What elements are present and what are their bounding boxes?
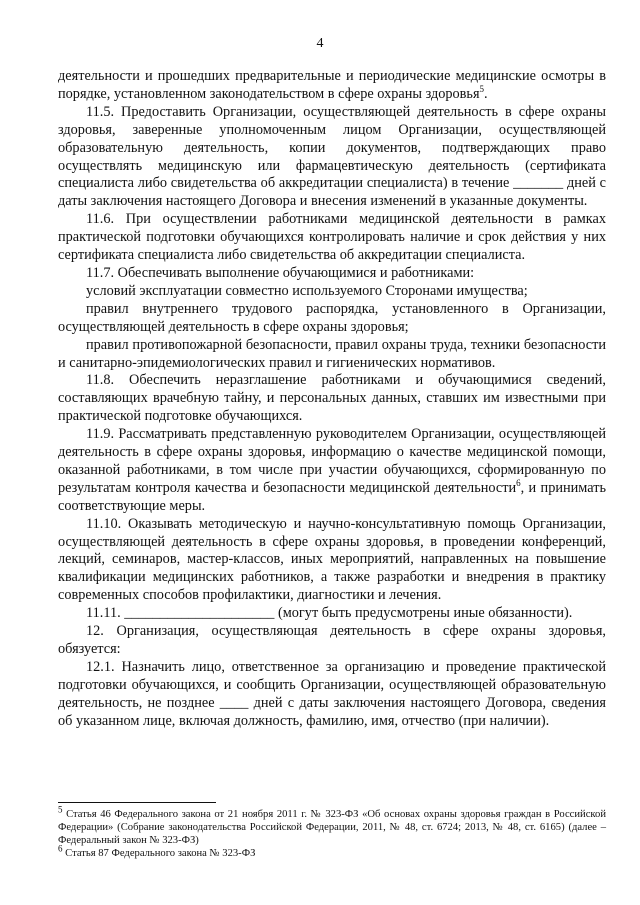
footnote-text: Статья 46 Федерального закона от 21 ноября 2011 г. № 323-ФЗ «Об основах охраны здоровья граждан в Российской Федерации» (Собрание законодательства Российской Федерации, 2011, № 48, ст. 6724; 2013, № 48, ст. 6165) (далее – Федеральный закон № 323-ФЗ) xyxy=(58,809,606,846)
paragraph-11-9 xyxy=(58,426,606,516)
paragraph-11-8: 11.8. Обеспечить неразглашение работниками и обучающимися сведений, составляющих врачебную тайну, и персональных данных, ставших им известными при практической подготовке обучающихся. xyxy=(58,372,606,425)
paragraph-tail: дней с даты заключения настоящего Договора и внесения изменений в указанные документы. xyxy=(58,175,606,210)
document-body xyxy=(58,68,606,731)
list-item-safety-rules: правил противопожарной безопасности, правил охраны труда, техники безопасности и санитарно-эпидемиологических правил и гигиенических нормативов. xyxy=(58,336,606,371)
page-number: 4 xyxy=(316,36,324,51)
paragraph-text: 11.9. Рассматривать представленную руководителем Организации, осуществляющей деятельность в сфере охраны здоровья, информацию о качестве медицинской помощи, оказанной работниками, в том числе при участии обучающихся, сформированную по результатам контроля качества и безопасности медицинской деятельности xyxy=(58,426,606,496)
footnote-text: Статья 87 Федерального закона № 323-ФЗ xyxy=(65,848,256,859)
footnote-5 xyxy=(58,804,606,847)
paragraph-text: деятельности и прошедших предварительные и периодические медицинские осмотры в порядке, установленном законодательством в сфере охраны здоровья xyxy=(58,68,606,102)
paragraph-text: 12.1. Назначить лицо, ответственное за организацию и проведение практической подготовки обучающихся, и сообщить Организации, осуществляющей образовательную деятельность, не позднее xyxy=(58,658,606,711)
paragraph-text: 11.5. Предоставить Организации, осуществляющей деятельность в сфере охраны здоровья, заверенные уполномоченным лицом Организации, осуществляющей образовательную деятельность, копии документов, подтверждающих право осуществлять медицинскую или фармацевтическую деятельность (сертификата специалиста либо свидетельства об аккредитации специалиста) в течение xyxy=(58,103,606,192)
footnote-marker: 6 xyxy=(58,843,63,854)
paragraph-tail: дней с даты заключения настоящего Договора, сведения об указанном лице, включая должность, фамилию, имя, отчество (при наличии). xyxy=(58,694,606,729)
paragraph-tail: , и принимать соответствующие меры. xyxy=(58,479,606,514)
paragraph-11-6: 11.6. При осуществлении работниками медицинской деятельности в рамках практической подготовки обучающихся контролировать наличие и срок действия у них сертификата специалиста либо свидетельства об аккредитации специалиста. xyxy=(58,211,606,264)
paragraph-12: 12. Организация, осуществляющая деятельность в сфере охраны здоровья, обязуется: xyxy=(58,623,606,657)
footnote-6 xyxy=(58,843,606,860)
list-item-internal-rules: правил внутреннего трудового распорядка, установленного в Организации, осуществляющей деятельность в сфере охраны здоровья; xyxy=(58,300,606,335)
paragraph-continuation xyxy=(58,68,606,104)
paragraph-11-5 xyxy=(58,104,606,211)
list-item-conditions: условий эксплуатации совместно используемого Сторонами имущества; xyxy=(86,282,528,299)
blank-days-field: ____ xyxy=(219,694,249,711)
footnote-marker: 5 xyxy=(58,804,63,815)
paragraph-tail: . xyxy=(484,85,488,102)
footnotes xyxy=(58,804,606,860)
footnote-divider xyxy=(58,802,216,803)
footnote-ref-6: 6 xyxy=(516,478,521,489)
blank-days-field: _______ xyxy=(513,175,564,192)
paragraph-11-11 xyxy=(58,605,606,623)
paragraph-12-1 xyxy=(58,659,606,731)
paragraph-text: 11.11. xyxy=(86,605,121,622)
paragraph-11-10: 11.10. Оказывать методическую и научно-консультативную помощь Организации, осуществляющей деятельность в сфере охраны здоровья, в проведении конференций, лекций, семинаров, мастер-классов, иных мероприятий, направленных на повышение квалификации медицинских работников, а также разработки и внедрения в практику современных способов профилактики, диагностики и лечения. xyxy=(58,515,606,604)
footnote-ref-5: 5 xyxy=(479,84,485,95)
paragraph-11-7: 11.7. Обеспечивать выполнение обучающимися и работниками: xyxy=(86,264,475,281)
paragraph-tail: (могут быть предусмотрены иные обязанности). xyxy=(277,605,573,622)
blank-other-duties-field: _____________________ xyxy=(124,605,275,622)
